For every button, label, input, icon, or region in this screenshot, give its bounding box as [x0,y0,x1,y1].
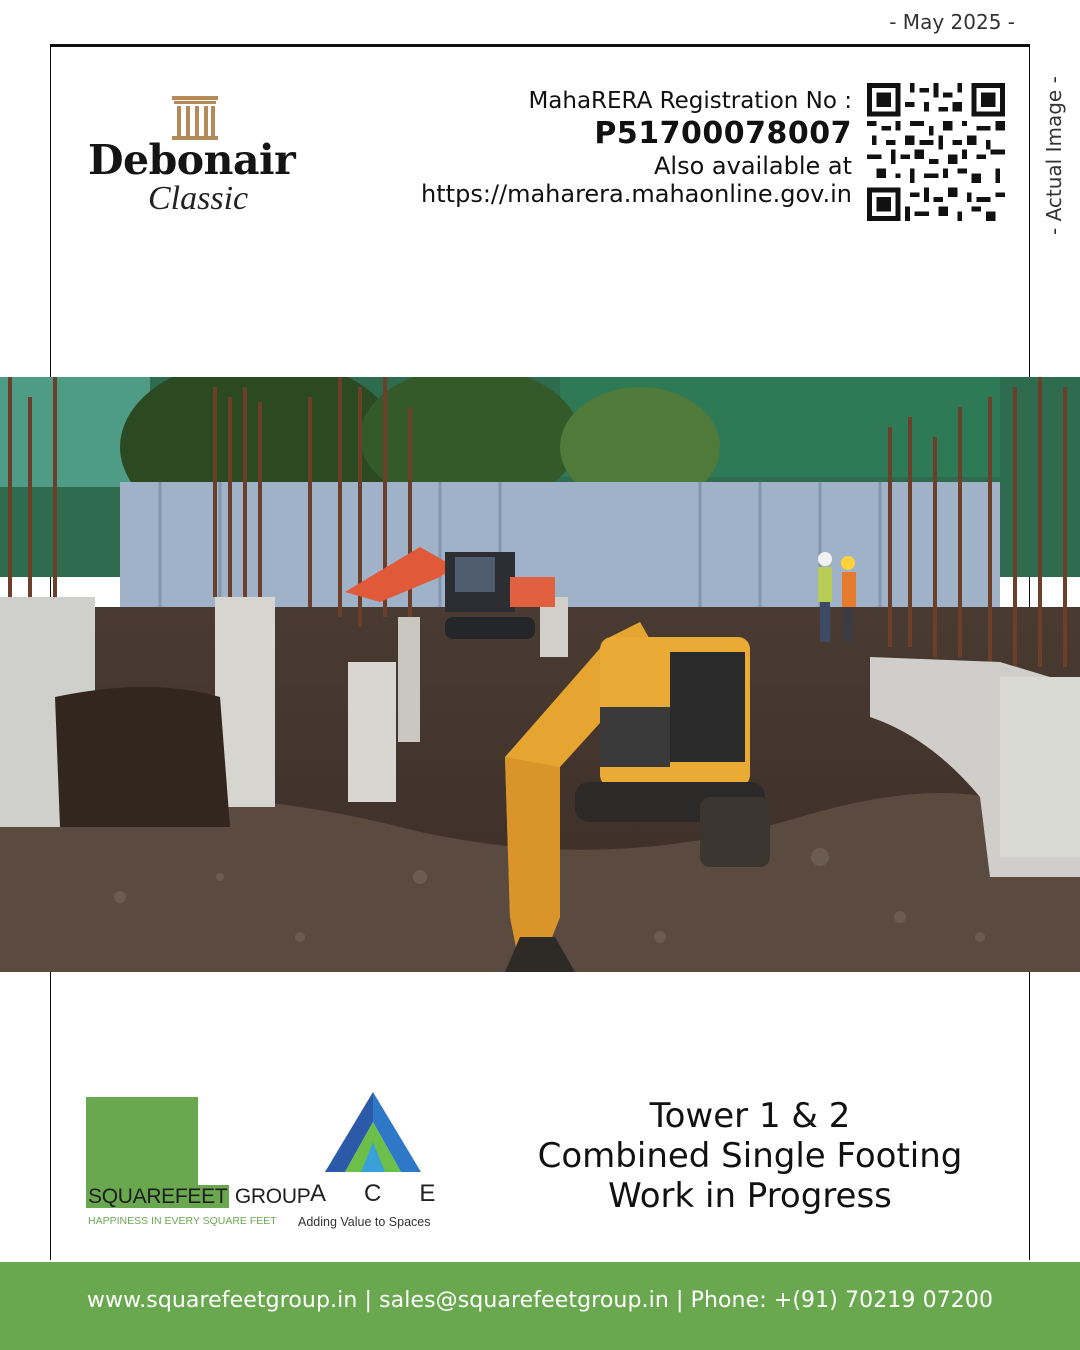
actual-image-label: - Actual Image - [1042,76,1066,235]
squarefeet-tagline: HAPPINESS IN EVERY SQUARE FEET [88,1215,277,1227]
ace-triangle-icon [325,1092,421,1174]
rera-available-text: Also available at [654,151,852,180]
squarefeet-wordmark [86,1185,310,1209]
squarefeet-green-square [86,1097,198,1189]
caption-line-1: Tower 1 & 2 [649,1096,851,1136]
report-date: - May 2025 - [889,10,1015,34]
squarefeet-name-highlight: SQUAREFEET [88,1185,228,1208]
pillars-icon [172,96,218,140]
squarefeet-group-logo [86,1097,311,1232]
footer-contact: www.squarefeetgroup.in | sales@squarefeetgroup.in | Phone: +(91) 70219 07200 [86,1288,994,1313]
caption-line-3: Work in Progress [608,1176,892,1216]
rera-info [421,88,852,209]
debonair-wordmark: Debonair [88,136,296,184]
rera-url[interactable]: https://maharera.mahaonline.gov.in [421,180,852,209]
squarefeet-name-rest: GROUP [229,1185,311,1208]
ace-logo [296,1092,474,1232]
rera-label: MahaRERA Registration No : [528,88,852,114]
ace-tagline: Adding Value to Spaces [298,1215,431,1229]
rera-number: P51700078007 [594,115,852,151]
footer-bar [0,1262,1080,1350]
qr-code-icon[interactable] [867,83,1005,221]
ace-letters: ACE [310,1180,474,1207]
construction-site-photo [0,377,1080,972]
classic-wordmark: Classic [148,180,249,217]
debonair-classic-logo [88,96,303,226]
caption-line-2: Combined Single Footing [537,1136,963,1176]
progress-caption [510,1096,990,1216]
